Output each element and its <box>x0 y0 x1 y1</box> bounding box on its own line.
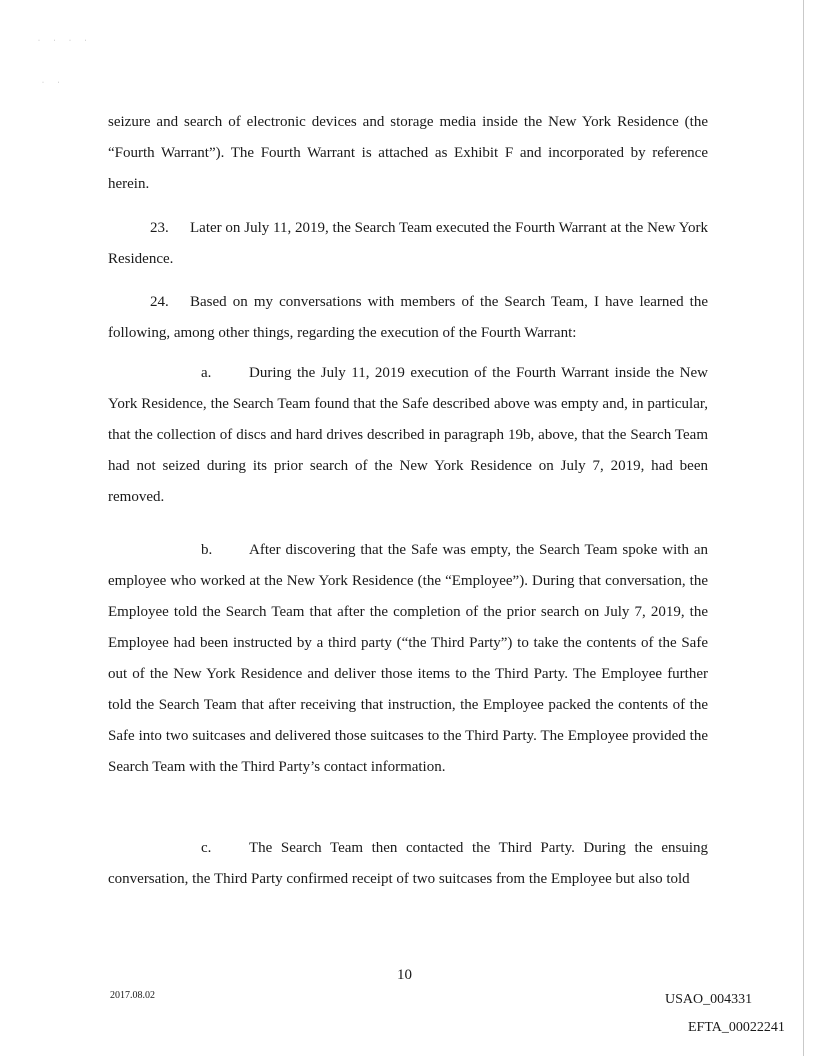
subparagraph-c <box>108 833 708 895</box>
opening-text: seizure and search of electronic devices and storage media inside the New York Residence (the “Fourth Warrant”). The Fourth Warrant is attached as Exhibit F and incorporated by reference herein. <box>108 114 708 192</box>
subparagraph-b <box>108 535 708 783</box>
subparagraph-text: During the July 11, 2019 execution of the Fourth Warrant inside the New York Residence, the Search Team found that the Safe described above was empty and, in particular, that the collection of discs and hard drives described in paragraph 19b, above, that the Search Team had not seized during its prior search of the New York Residence on July 7, 2019, had been removed. <box>108 365 708 505</box>
paragraph-number: 24. <box>150 294 169 310</box>
subparagraph-text: The Search Team then contacted the Third Party. During the ensuing conversation, the Third Party confirmed receipt of two suitcases from the Employee but also told <box>108 840 708 887</box>
paragraph-text: Later on July 11, 2019, the Search Team executed the Fourth Warrant at the New York Residence. <box>108 220 708 267</box>
scan-edge-line <box>803 0 804 1056</box>
subparagraph-letter: c. <box>201 840 212 856</box>
subparagraph-text: After discovering that the Safe was empty, the Search Team spoke with an employee who worked at the New York Residence (the “Employee”). During that conversation, the Employee told the Search Team that after the completion of the prior search on July 7, 2019, the Employee had been instructed by a third party (“the Third Party”) to take the contents of the Safe out of the New York Residence and deliver those items to the Third Party. The Employee further told the Search Team that after receiving that instruction, the Employee packed the contents of the Safe into two suitcases and delivered those suitcases to the Third Party. The Employee provided the Search Team with the Third Party’s contact information. <box>108 542 708 775</box>
paragraph-number: 23. <box>150 220 169 236</box>
page-number: 10 <box>397 967 412 983</box>
scan-speckle: · · · · <box>38 38 93 44</box>
scan-speckle: · · <box>42 80 66 86</box>
subparagraph-letter: a. <box>201 365 212 381</box>
opening-paragraph <box>108 107 708 200</box>
bates-number: USAO_004331 <box>665 992 753 1007</box>
subparagraph-a <box>108 358 708 513</box>
paragraph-23 <box>108 213 708 275</box>
paragraph-24 <box>108 287 708 349</box>
document-date-code: 2017.08.02 <box>110 990 155 1001</box>
efta-number: EFTA_00022241 <box>688 1020 785 1035</box>
subparagraph-letter: b. <box>201 542 213 558</box>
paragraph-text: Based on my conversations with members of the Search Team, I have learned the following, among other things, regarding the execution of the Fourth Warrant: <box>108 294 708 341</box>
